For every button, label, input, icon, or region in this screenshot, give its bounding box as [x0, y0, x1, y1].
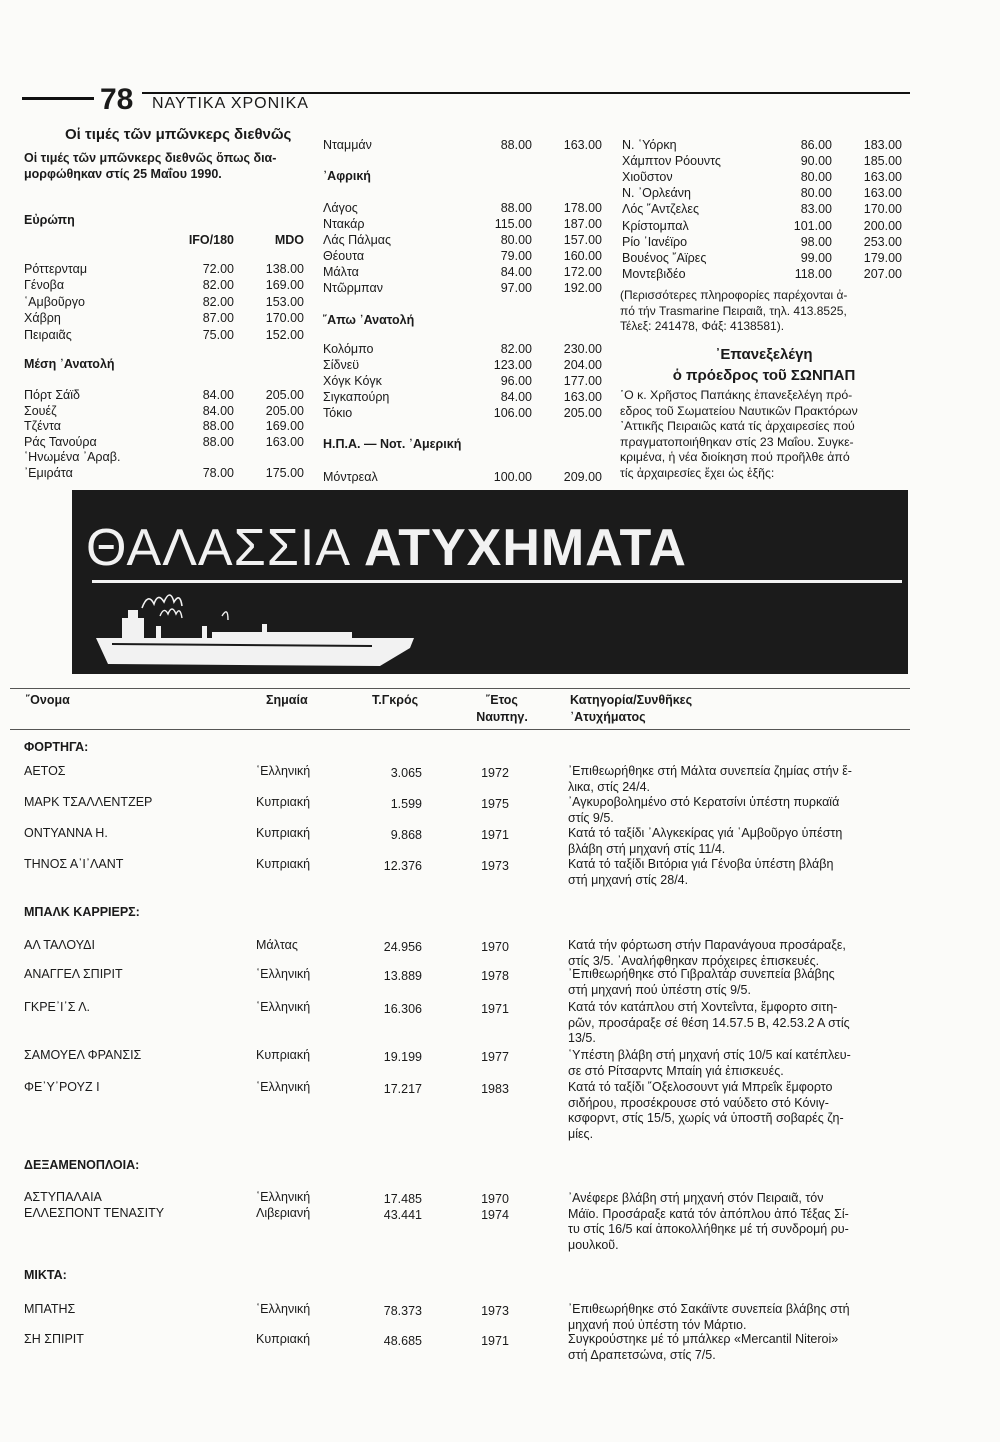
article-title-line-2: ὁ πρόεδρος τοῦ ΣΩΝΠΑΠ	[672, 367, 856, 384]
description-line: Συγκρούστηκε μέ τό μπάλκερ «Mercantil Niteroi»	[568, 1332, 839, 1346]
mdo-price: 253.00	[863, 234, 902, 249]
ship-name: ΑΛ ΤΑΛΟΥΔΙ	[24, 938, 95, 952]
description-line: στή μηχανή πού ὑπέστη στίς 9/5.	[568, 982, 751, 997]
port-name: Λός ῎Αντζελες	[622, 202, 700, 217]
ship-grt: 48.685	[383, 1334, 422, 1348]
col-header-name: ῎Ονομα	[26, 693, 70, 707]
mdo-price: 205.00	[563, 406, 602, 420]
accident-description	[568, 826, 908, 857]
mdo-price: 153.00	[265, 294, 304, 309]
burning-ship-icon	[72, 586, 452, 674]
description-line: ρῶν, προσάραξε σέ θέση 14.57.5 Β, 42.53.2 Α στίς	[568, 1015, 850, 1030]
ship-year: 1972	[481, 766, 509, 780]
accident-description	[568, 857, 908, 888]
region-europe-title: Εὐρώπη	[24, 213, 75, 227]
mdo-column-header: MDO	[274, 233, 304, 247]
ifo-price: 87.00	[202, 311, 234, 326]
mdo-price: 205.00	[265, 403, 304, 418]
ship-name: ΣΑΜΟΥΕΛ ΦΡΑΝΣΙΣ	[24, 1048, 142, 1062]
port-name: Ν. ᾿Ορλεάνη	[622, 186, 691, 201]
ship-name: ΦΕ᾿Υ᾿ΡΟΥΖ Ι	[24, 1080, 100, 1094]
bunkers-source-note: (Περισσότερες πληροφορίες παρέχονται ἀ- πό τήν Trasmarine Πειραιᾶ, τηλ. 413.8525, Τέλεξ: 241478, Φάξ: 4138581).	[620, 288, 848, 333]
accident-description	[568, 1000, 908, 1047]
ship-flag: ῾Ελληνική	[256, 967, 311, 981]
ship-flag: Κυπριακή	[256, 1048, 311, 1062]
ifo-price: 80.00	[800, 186, 832, 201]
mdo-price: 163.00	[563, 138, 602, 152]
ship-year: 1971	[481, 828, 509, 842]
mdo-price: 163.00	[863, 170, 902, 185]
port-name: Σιγκαπούρη	[323, 390, 390, 404]
ship-year: 1977	[481, 1050, 509, 1064]
description-line: ᾿Αγκυροβολημένο στό Κερατσίνι ὑπέστη πυρκαϊά	[568, 795, 840, 809]
port-name: Κρίστομπαλ	[622, 218, 689, 233]
description-line: ᾿Επιθεωρήθηκε στή Μάλτα συνεπεία ζημίας στήν ἕ-	[568, 764, 852, 778]
accident-description	[568, 938, 908, 969]
ship-flag: ῾Ελληνική	[256, 1080, 311, 1094]
mdo-price: 230.00	[563, 342, 602, 356]
description-line: μουλκοῦ.	[568, 1237, 619, 1252]
ifo-price: 88.00	[500, 201, 532, 215]
ifo-price: 84.00	[500, 264, 532, 279]
ifo-price: 98.00	[800, 234, 832, 249]
accident-description	[568, 764, 908, 795]
mdo-price: 204.00	[563, 358, 602, 372]
ship-year: 1971	[481, 1334, 509, 1348]
ifo-column-header: IFO/180	[188, 233, 234, 247]
region-africa-title: ᾿Αφρική	[323, 169, 371, 183]
ifo-price: 78.00	[202, 466, 234, 480]
mdo-price: 177.00	[563, 374, 602, 388]
description-line: 13/5.	[568, 1031, 596, 1045]
description-line: τυ στίς 16/5 καί ἀποκολλήθηκε μέ τή συνδρομή ρυ-	[568, 1222, 849, 1236]
port-name: Ντακάρ	[323, 216, 365, 231]
col-header-year-l2: Ναυπηγ.	[476, 710, 528, 724]
port-name: Χόγκ Κόγκ	[323, 374, 382, 388]
port-name: Λάγος	[323, 201, 358, 215]
description-line: στίς 3/5. ᾿Αναλήφθηκαν πρόχειρες ἐπισκευές.	[568, 953, 820, 968]
ship-name: ΑΣΤΥΠΑΛΑΙΑ	[24, 1190, 102, 1204]
ifo-price: 100.00	[493, 470, 532, 484]
ifo-price: 88.00	[202, 419, 234, 434]
ship-name: ΜΑΡΚ ΤΣΑΛΛΕΝΤΖΕΡ	[24, 795, 153, 809]
ifo-price: 90.00	[800, 154, 832, 169]
col-header-grt: Τ.Γκρός	[372, 693, 419, 707]
accident-description	[568, 1191, 908, 1253]
mdo-price: 172.00	[563, 264, 602, 279]
port-name: Πειραιᾶς	[24, 327, 72, 342]
port-name: Χάμπτον Ρόουντς	[622, 154, 721, 169]
ifo-price: 115.00	[494, 216, 532, 231]
banner-word-thin: ΘΑΛΑΣΣΙΑ	[86, 519, 352, 577]
port-name: Κολόμπο	[323, 342, 374, 356]
ifo-price: 88.00	[500, 138, 532, 152]
ifo-price: 97.00	[500, 280, 532, 295]
mdo-price: 157.00	[563, 232, 602, 247]
banner-word-bold: ΑΤΥΧΗΜΑΤΑ	[364, 519, 687, 577]
region-americas-title: Η.Π.Α. — Νοτ. ᾿Αμερική	[323, 437, 462, 451]
port-name: ῾Ηνωμένα ᾿Αραβ.	[24, 450, 121, 465]
ship-year: 1973	[481, 1304, 509, 1318]
ship-flag: ῾Ελληνική	[256, 1302, 311, 1316]
ship-name: ΟΝΤΥΑΝΝΑ Η.	[24, 826, 108, 840]
ship-name: ΓΚΡΕ᾿Ι᾿Σ Λ.	[24, 1000, 91, 1014]
description-line: Κατά τόν κατάπλου στή Χοντεΐντα, ἔμφορτο σιτη-	[568, 1000, 838, 1014]
mdo-price: 169.00	[265, 278, 304, 293]
ship-year: 1973	[481, 859, 509, 873]
port-name: Σίδνεϋ	[323, 358, 360, 372]
mdo-price: 169.00	[265, 419, 304, 434]
ifo-price: 86.00	[800, 138, 832, 152]
ship-flag: Κυπριακή	[256, 795, 311, 809]
description-line: Κατά τό ταξίδι ᾿Αλγκεκίρας γιά ῾Αμβοῦργο ὑπέστη	[568, 826, 843, 840]
ship-grt: 16.306	[383, 1002, 422, 1016]
mdo-price: 175.00	[265, 466, 304, 480]
ship-grt: 78.373	[383, 1304, 422, 1318]
port-name: Θέουτα	[323, 248, 365, 263]
port-name: Γένοβα	[24, 278, 65, 293]
header-rule-right	[142, 92, 910, 94]
ship-flag: ῾Ελληνική	[256, 1000, 311, 1014]
mdo-price: 183.00	[863, 138, 902, 152]
page-number: 78	[100, 83, 134, 116]
port-name: Χάβρη	[24, 311, 61, 326]
ifo-price: 75.00	[202, 327, 234, 342]
col-header-cat-l1: Κατηγορία/Συνθῆκες	[570, 693, 693, 707]
description-line: λικα, στίς 24/4.	[568, 779, 651, 794]
description-line: ᾿Επιθεωρήθηκε στό Γιβραλτάρ συνεπεία βλάβης	[568, 967, 835, 981]
description-line: κσφορντ, στίς 15/5, χωρίς νά ὑποστῆ σοβαρές ζη-	[568, 1111, 844, 1125]
mdo-price: 170.00	[265, 311, 304, 326]
ifo-price: 123.00	[493, 358, 532, 372]
ifo-price: 84.00	[500, 390, 532, 404]
ship-name: ΣΗ ΣΠΙΡΙΤ	[24, 1332, 84, 1346]
ship-grt: 13.889	[383, 969, 422, 983]
ship-grt: 12.376	[383, 859, 422, 873]
mdo-price: 138.00	[265, 262, 304, 276]
port-name: Βουένος ῎Αϊρες	[622, 250, 707, 265]
region-fareast-title: ῎Απω ᾿Ανατολή	[323, 313, 415, 327]
port-name: ᾿Εμιράτα	[24, 466, 73, 480]
section-title: ΦΟΡΤΗΓΑ:	[24, 740, 89, 754]
description-line: στή Δραπετσώνα, στίς 7/5.	[568, 1347, 716, 1362]
ship-name: ΑΕΤΟΣ	[24, 764, 66, 778]
port-name: Ράς Τανούρα	[24, 434, 97, 449]
ship-flag: Λιβεριανή	[256, 1206, 311, 1220]
region-mideast-title: Μέση ᾿Ανατολή	[24, 357, 115, 371]
col-header-cat-l2: ᾿Ατυχήματος	[570, 710, 646, 724]
ship-grt: 3.065	[390, 766, 422, 780]
mdo-price: 163.00	[265, 434, 304, 449]
description-line: μίες.	[568, 1126, 594, 1141]
ship-flag: Κυπριακή	[256, 826, 311, 840]
ifo-price: 99.00	[800, 250, 832, 265]
section-title: ΜΠΑΛΚ ΚΑΡΡΙΕΡΣ:	[24, 905, 140, 919]
publication-name: ΝΑΥΤΙΚΑ ΧΡΟΝΙΚΑ	[152, 95, 309, 112]
description-line: σε στό Ρίτσαρντς Μπαίη γιά ἐπισκευές.	[568, 1063, 784, 1078]
ship-year: 1974	[481, 1208, 509, 1222]
section-title: ΜΙΚΤΑ:	[24, 1268, 67, 1282]
banner-underline	[92, 580, 902, 583]
port-name: Χιοῦστον	[622, 170, 673, 185]
port-name: ῾Αμβοῦργο	[24, 294, 85, 309]
article-body: ῾Ο κ. Χρῆστος Παπάκης ἐπανεξελέγη πρό- εδρος τοῦ Σωματείου Ναυτικῶν Πρακτόρων ᾿Αττικῆς Πειραιῶς κατά τίς ἀρχαιρεσίες πού πραγματοποιήθηκαν στίς 23 Μαΐου. Συγκε- κριμένα, ἡ νέα διοίκηση πού προῆλθε ἀπό τίς ἀρχαιρεσίες ἔχει ὡς ἑξῆς:	[620, 388, 858, 480]
ifo-price: 72.00	[202, 262, 234, 276]
ship-name: ΤΗΝΟΣ Α᾿Ι᾿ΛΑΝΤ	[24, 857, 124, 871]
bunkers-intro-line-1: Οἱ τιμές τῶν μπῶνκερς διεθνῶς ὅπως δια-	[24, 151, 277, 165]
port-name: Μόντρεαλ	[323, 470, 378, 484]
ship-grt: 1.599	[390, 797, 422, 811]
mdo-price: 170.00	[863, 202, 902, 217]
mdo-price: 160.00	[563, 248, 602, 263]
mdo-price: 152.00	[265, 327, 304, 342]
ifo-price: 82.00	[500, 342, 532, 356]
port-name: Λάς Πάλμας	[323, 232, 392, 247]
ifo-price: 96.00	[500, 374, 532, 388]
port-name: Μάλτα	[323, 264, 359, 279]
col-header-flag: Σημαία	[266, 693, 308, 707]
ifo-price: 80.00	[800, 170, 832, 185]
mdo-price: 200.00	[863, 218, 902, 233]
accident-description	[568, 1302, 908, 1333]
description-line: ᾿Επιθεωρήθηκε στό Σακάϊντε συνεπεία βλάβης στή	[568, 1302, 850, 1316]
mdo-price: 207.00	[863, 266, 902, 281]
ifo-price: 106.00	[493, 406, 532, 420]
port-name: Σουέζ	[24, 403, 57, 418]
table-header-rule	[10, 729, 910, 730]
port-name: Ντῶρμπαν	[323, 280, 383, 295]
ship-grt: 9.868	[390, 828, 422, 842]
mdo-price: 192.00	[563, 280, 602, 295]
description-line: Μάϊο. Προσάραξε κατά τόν ἀπόπλου ἀπό Τέξας Σί-	[568, 1206, 849, 1221]
description-line: στίς 9/5.	[568, 810, 614, 825]
port-name: Ν. ῾Υόρκη	[622, 138, 677, 152]
ship-grt: 43.441	[383, 1208, 422, 1222]
port-name: Ρόττερνταμ	[24, 262, 88, 276]
description-line: στή μηχανή στίς 28/4.	[568, 872, 689, 887]
ifo-price: 82.00	[202, 294, 234, 309]
mdo-price: 163.00	[563, 390, 602, 404]
bunkers-intro-line-2: μορφώθηκαν στίς 25 Μαΐου 1990.	[24, 167, 222, 181]
ifo-price: 118.00	[794, 266, 832, 281]
ifo-price: 82.00	[202, 278, 234, 293]
accident-description	[568, 1080, 908, 1142]
port-name: Πόρτ Σάϊδ	[24, 388, 81, 402]
description-line: σιδήρου, προσέκρουσε στό ναύδετο στό Κόνιγ-	[568, 1095, 829, 1110]
mdo-price: 179.00	[863, 250, 902, 265]
accident-description	[568, 1332, 908, 1363]
header-rule-left	[22, 97, 94, 100]
ship-year: 1983	[481, 1082, 509, 1096]
port-name: Τόκιο	[323, 406, 353, 420]
description-line: ᾿Ανέφερε βλάβη στή μηχανή στόν Πειραιᾶ, τόν	[568, 1191, 824, 1205]
ifo-price: 88.00	[202, 434, 234, 449]
accident-description	[568, 967, 908, 998]
accident-description	[568, 1048, 908, 1079]
port-name: Τζέντα	[24, 419, 61, 434]
ship-name: ΕΛΛΕΣΠΟΝΤ ΤΕΝΑΣΙΤΥ	[24, 1206, 165, 1220]
ifo-price: 84.00	[202, 388, 234, 402]
port-name: Νταμμάν	[323, 138, 372, 152]
ship-grt: 19.199	[383, 1050, 422, 1064]
mdo-price: 187.00	[563, 216, 602, 231]
ship-year: 1975	[481, 797, 509, 811]
description-line: βλάβη στή μηχανή στίς 11/4.	[568, 841, 726, 856]
description-line: μηχανή πού ὑπέστη τόν Μάρτιο.	[568, 1317, 747, 1332]
ship-name: ΜΠΑΤΗΣ	[24, 1302, 76, 1316]
col-header-year-l1: ῎Ετος	[486, 693, 518, 707]
ship-year: 1971	[481, 1002, 509, 1016]
ship-name: ΑΝΑΓΓΕΛ ΣΠΙΡΙΤ	[24, 967, 123, 981]
port-name: Ρίο ᾿Ιανέϊρο	[622, 234, 688, 249]
ship-grt: 24.956	[383, 940, 422, 954]
sea-accidents-banner	[72, 490, 908, 674]
ship-flag: Κυπριακή	[256, 857, 311, 871]
article-title-line-1: ᾿Επανεξελέγη	[715, 346, 813, 363]
description-line: Κατά τό ταξίδι ῎Οξελοσουντ γιά Μπρεΐκ ἔμφορτο	[568, 1080, 833, 1094]
ship-flag: Μάλτας	[256, 938, 298, 952]
ship-flag: ῾Ελληνική	[256, 1190, 311, 1204]
table-top-rule	[10, 688, 910, 689]
ship-year: 1970	[481, 940, 509, 954]
description-line: ῾Υπέστη βλάβη στή μηχανή στίς 10/5 καί κατέπλευ-	[568, 1048, 851, 1062]
description-line: Κατά τήν φόρτωση στήν Παρανάγουα προσάραξε,	[568, 938, 846, 952]
mdo-price: 205.00	[265, 388, 304, 402]
ifo-price: 80.00	[500, 232, 532, 247]
ship-year: 1970	[481, 1192, 509, 1206]
ship-grt: 17.485	[383, 1192, 422, 1206]
ifo-price: 83.00	[800, 202, 832, 217]
mdo-price: 209.00	[563, 470, 602, 484]
ship-year: 1978	[481, 969, 509, 983]
accident-description	[568, 795, 908, 826]
ifo-price: 84.00	[202, 403, 234, 418]
ship-grt: 17.217	[383, 1082, 422, 1096]
ship-flag: ῾Ελληνική	[256, 764, 311, 778]
bunkers-title: Οἱ τιμές τῶν μπῶνκερς διεθνῶς	[65, 126, 292, 143]
mdo-price: 185.00	[863, 154, 902, 169]
port-name: Μοντεβιδέο	[622, 266, 686, 281]
mdo-price: 163.00	[863, 186, 902, 201]
ifo-price: 101.00	[793, 218, 832, 233]
ship-flag: Κυπριακή	[256, 1332, 311, 1346]
description-line: Κατά τό ταξίδι Βιτόρια γιά Γένοβα ὑπέστη βλάβη	[568, 857, 834, 871]
section-title: ΔΕΞΑΜΕΝΟΠΛΟΙΑ:	[24, 1158, 140, 1172]
ifo-price: 79.00	[500, 248, 532, 263]
mdo-price: 178.00	[563, 201, 602, 215]
